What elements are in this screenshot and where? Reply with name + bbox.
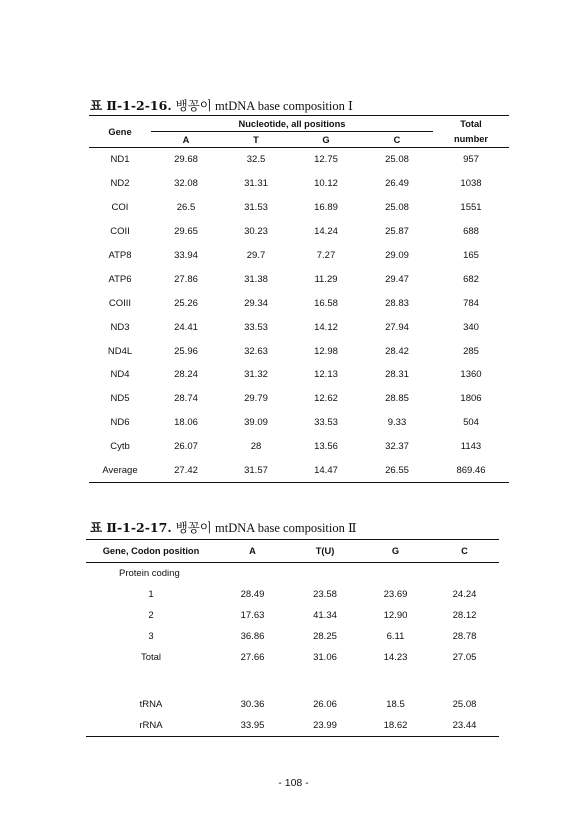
table-cell: 33.53 [244, 321, 268, 333]
row-label-cell: ND6 [110, 417, 130, 429]
table-cell: 26.49 [385, 178, 409, 190]
gene-codon-header: Gene, Codon position [86, 540, 216, 563]
table-cell: 31.57 [244, 465, 268, 477]
table-cell: 14.47 [314, 465, 338, 477]
table-row [89, 172, 509, 196]
col-header-c: C [361, 132, 433, 148]
row-label-cell: 1 [148, 589, 154, 600]
table-cell: 12.62 [314, 393, 338, 405]
table-cell: 26.5 [176, 202, 196, 214]
row-label-cell: Total [140, 652, 162, 663]
table-cell: 32.5 [246, 154, 266, 166]
table-cell: 23.58 [313, 589, 337, 600]
table1-caption-text: 뱅꽁이 mtDNA base composition Ⅰ [175, 99, 353, 113]
table-row [86, 694, 499, 715]
row-label-cell: Average [102, 465, 138, 477]
table-cell: 28.83 [385, 297, 409, 309]
table-cell: 165 [463, 250, 479, 261]
table-cell: 28.12 [452, 610, 477, 621]
row-label-cell: tRNA [139, 699, 163, 710]
table-cell: 12.90 [383, 610, 408, 621]
table-cell: 29.68 [174, 154, 198, 166]
table-cell: 14.24 [314, 226, 338, 238]
table-cell: 31.06 [313, 652, 337, 663]
table-cell: 285 [463, 345, 479, 357]
table-cell: 688 [463, 226, 479, 238]
table1-caption-label: 표 Ⅱ-1-2-16. [90, 98, 172, 113]
table-cell: 957 [463, 154, 479, 166]
total-header-line2: number [433, 132, 509, 148]
table-cell: 33.53 [314, 417, 338, 429]
section-label: Protein coding [119, 568, 180, 579]
table-cell: 29.7 [246, 250, 266, 261]
table-cell: 18.5 [386, 699, 405, 710]
table-cell: 24.41 [174, 321, 198, 333]
table-cell: 12.13 [314, 369, 338, 381]
table-cell: 1806 [460, 393, 482, 405]
row-label-cell: ND5 [110, 393, 130, 405]
table-cell: 12.75 [314, 154, 338, 166]
table-cell: 25.08 [385, 154, 409, 166]
row-label-cell: COIII [108, 297, 132, 309]
table-cell: 14.12 [314, 321, 338, 333]
base-composition-table-1 [89, 115, 509, 483]
table-cell: 31.31 [244, 178, 268, 190]
col-header-a: A [216, 540, 289, 563]
col-header-t: T [221, 132, 291, 148]
table-cell: 1360 [460, 369, 482, 381]
table-cell: 31.32 [244, 369, 268, 381]
table-cell: 29.09 [385, 250, 409, 261]
table-cell: 28.85 [385, 393, 409, 405]
row-label-cell: Cytb [110, 441, 130, 453]
table-cell: 33.95 [240, 720, 265, 731]
table-cell: 7.27 [316, 250, 336, 261]
table-row [89, 315, 509, 339]
table-cell: 1038 [460, 178, 482, 190]
col-header-c: C [430, 540, 499, 563]
table-row [86, 647, 499, 668]
table-cell: 24.24 [452, 589, 477, 600]
nucleotide-group-header: Nucleotide, all positions [151, 116, 433, 132]
table1-caption [90, 96, 353, 114]
table-cell: 13.56 [314, 441, 338, 453]
table-cell: 784 [463, 297, 479, 309]
table-cell: 23.69 [383, 589, 408, 600]
table-cell: 32.63 [244, 345, 268, 357]
table-cell: 1551 [460, 202, 482, 214]
table-row [89, 435, 509, 459]
table-cell: 27.94 [385, 321, 409, 333]
table-cell: 26.07 [174, 441, 198, 453]
row-label-cell: COI [111, 202, 129, 214]
table-cell: 23.44 [452, 720, 477, 731]
row-label-cell: ND4L [107, 345, 133, 357]
table-cell: 27.05 [452, 652, 477, 663]
table2-caption [90, 518, 356, 536]
table2-caption-label: 표 Ⅱ-1-2-17. [90, 520, 172, 535]
table1-body [89, 148, 509, 483]
table-cell: 26.55 [385, 465, 409, 477]
table-cell: 18.62 [383, 720, 408, 731]
table-cell: 6.11 [386, 631, 405, 642]
row-label-cell: COII [110, 226, 130, 238]
row-label-cell: ATP8 [108, 250, 132, 261]
base-composition-table-2 [86, 539, 499, 737]
table-row [86, 715, 499, 737]
table-row [89, 411, 509, 435]
table-cell: 14.23 [383, 652, 408, 663]
table-cell: 28 [250, 441, 262, 453]
table-row [89, 339, 509, 363]
table-row [86, 584, 499, 605]
table-row [86, 626, 499, 647]
table-cell: 30.23 [244, 226, 268, 238]
table-row [86, 605, 499, 626]
row-label-cell: ND4 [110, 369, 130, 381]
table-cell: 28.25 [313, 631, 337, 642]
table-cell: 28.31 [385, 369, 409, 381]
page-number: - 108 - [278, 777, 309, 789]
table-cell: 32.08 [174, 178, 198, 190]
table-cell: 11.29 [314, 273, 338, 285]
row-label-cell: rRNA [139, 720, 163, 731]
table-cell: 682 [463, 273, 479, 285]
table-row [89, 244, 509, 268]
table-cell: 29.34 [244, 297, 268, 309]
table-cell: 23.99 [313, 720, 337, 731]
table-cell: 27.86 [174, 273, 198, 285]
table-row [89, 148, 509, 172]
col-header-a: A [151, 132, 221, 148]
table-cell: 869.46 [456, 465, 486, 477]
row-label-cell: ND3 [110, 321, 130, 333]
table-cell: 33.94 [174, 250, 198, 261]
table-cell: 25.26 [174, 297, 198, 309]
row-label-cell: ND2 [110, 178, 130, 190]
table-cell: 18.06 [174, 417, 198, 429]
table-cell: 25.87 [385, 226, 409, 238]
table-cell: 41.34 [313, 610, 337, 621]
table-row [89, 459, 509, 483]
table-cell: 504 [463, 417, 479, 429]
table2-caption-text: 뱅꽁이 mtDNA base composition Ⅱ [175, 521, 357, 535]
table-cell: 32.37 [385, 441, 409, 453]
col-header-g: G [361, 540, 430, 563]
table-row [89, 196, 509, 220]
table-cell: 31.38 [244, 273, 268, 285]
table-cell: 27.66 [240, 652, 265, 663]
table-cell: 25.08 [385, 202, 409, 214]
table-cell: 9.33 [387, 417, 407, 429]
col-header-g: G [291, 132, 361, 148]
table-row [89, 363, 509, 387]
table-cell: 28.74 [174, 393, 198, 405]
table-cell: 29.65 [174, 226, 198, 238]
section-row [86, 563, 499, 585]
table-cell: 28.42 [385, 345, 409, 357]
table-cell: 16.89 [314, 202, 338, 214]
table-cell: 10.12 [314, 178, 338, 190]
table-row [89, 220, 509, 244]
table-cell: 25.08 [452, 699, 477, 710]
table-row [89, 387, 509, 411]
table-cell: 16.58 [314, 297, 338, 309]
table-cell: 25.96 [174, 345, 198, 357]
table-cell: 340 [463, 321, 479, 333]
table-cell: 39.09 [244, 417, 268, 429]
table-cell: 36.86 [240, 631, 265, 642]
table-cell: 28.78 [452, 631, 477, 642]
table-cell: 31.53 [244, 202, 268, 214]
table-cell: 17.63 [240, 610, 265, 621]
col-header-tu: T(U) [289, 540, 361, 563]
row-label-cell: ATP6 [108, 273, 132, 285]
table-cell: 30.36 [240, 699, 265, 710]
table-cell: 29.47 [385, 273, 409, 285]
table-row [89, 267, 509, 291]
table-cell: 12.98 [314, 345, 338, 357]
table-cell: 29.79 [244, 393, 268, 405]
table-cell: 26.06 [313, 699, 337, 710]
row-label-cell: 2 [148, 610, 154, 621]
total-header-line1: Total [460, 118, 482, 129]
spacer-row [86, 668, 499, 694]
gene-column-header: Gene [89, 116, 151, 148]
table-cell: 27.42 [174, 465, 198, 477]
row-label-cell: ND1 [110, 154, 130, 166]
table-cell: 28.49 [240, 589, 265, 600]
table-cell: 1143 [460, 441, 482, 453]
row-label-cell: 3 [148, 631, 154, 642]
table2-body [86, 563, 499, 737]
table-cell: 28.24 [174, 369, 198, 381]
table-row [89, 291, 509, 315]
